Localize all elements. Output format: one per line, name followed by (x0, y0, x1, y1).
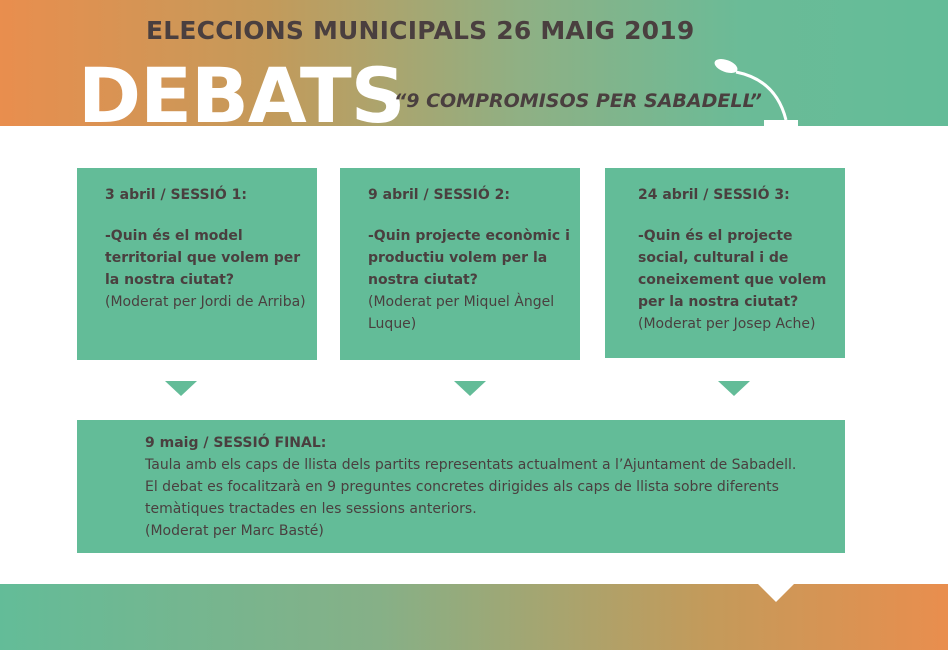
down-arrow-icon (454, 381, 486, 396)
slogan: “9 COMPROMISOS PER SABADELL” (394, 90, 762, 112)
event-title: ELECCIONS MUNICIPALS 26 MAIG 2019 (146, 16, 695, 45)
final-session-heading: 9 maig / SESSIÓ FINAL: (145, 435, 327, 451)
footer-notch (758, 584, 794, 602)
session-card-3 (605, 168, 845, 358)
session-question: -Quin és el projecte social, cultural i de coneixement que volem per la nostra ciutat? (638, 228, 827, 310)
footer-band (0, 584, 948, 650)
final-session-moderator: (Moderat per Marc Basté) (145, 523, 324, 539)
down-arrow-icon (165, 381, 197, 396)
session-question: -Quin és el model territorial que volem per la nostra ciutat? (105, 228, 301, 288)
session-moderator: (Moderat per Josep Ache) (638, 316, 816, 332)
final-session-line: El debat es focalitzarà en 9 preguntes concretes dirigides als caps de llista sobre diferents (145, 479, 779, 495)
final-session-line: temàtiques tractades en les sessions anteriors. (145, 501, 477, 517)
session-heading: 24 abril / SESSIÓ 3: (638, 187, 790, 203)
session-card-1 (77, 168, 317, 360)
session-moderator: (Moderat per Miquel Àngel Luque) (368, 294, 555, 332)
session-card-2 (340, 168, 580, 360)
down-arrow-icon (718, 381, 750, 396)
session-heading: 3 abril / SESSIÓ 1: (105, 187, 247, 203)
session-question: -Quin projecte econòmic i productiu volem per la nostra ciutat? (368, 228, 570, 288)
final-session-card (77, 420, 845, 553)
session-moderator: (Moderat per Jordi de Arriba) (105, 294, 306, 310)
page-title: DEBATS (78, 51, 405, 126)
final-session-line: Taula amb els caps de llista dels partits representats actualment a l’Ajuntament de Sabadell. (145, 457, 797, 473)
session-heading: 9 abril / SESSIÓ 2: (368, 187, 510, 203)
microphone-icon (706, 50, 806, 130)
